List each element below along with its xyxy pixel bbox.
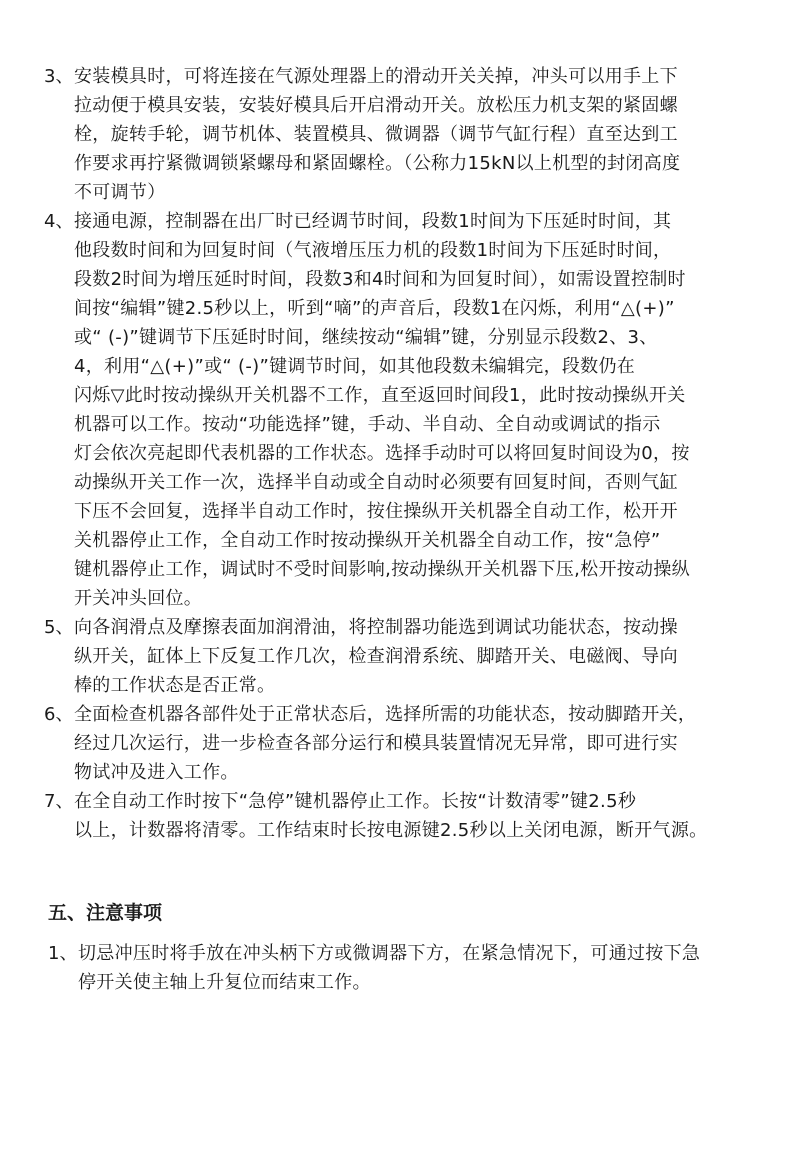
text-line: 机器可以工作。按动“功能选择”键，手动、半自动、全自动或调试的指示 (74, 414, 661, 435)
text-line: 纵开关，缸体上下反复工作几次，检查润滑系统、脚踏开关、电磁阀、导向 (74, 646, 678, 667)
text-line: 闪烁▽此时按动操纵开关机器不工作，直至返回时间段1，此时按动操纵开关 (74, 385, 686, 406)
text-line: 他段数时间和为回复时间（气液增压压力机的段数1时间为下压延时时间， (74, 240, 672, 261)
list-item-6 (0, 700, 800, 787)
list-item-number: 3、 (44, 66, 74, 87)
text-line: 经过几次运行，进一步检查各部分运行和模具装置情况无异常，即可进行实 (74, 733, 678, 754)
text-line: 在全自动工作时按下“急停”键机器停止工作。长按“计数清零”键2.5秒 (74, 791, 637, 812)
document-page (0, 62, 800, 997)
text-line: 灯会依次亮起即代表机器的工作状态。选择手动时可以将回复时间设为0，按 (74, 443, 690, 464)
text-line: 关机器停止工作，全自动工作时按动操纵开关机器全自动工作，按“急停” (74, 530, 661, 551)
text-line: 下压不会回复，选择半自动工作时，按住操纵开关机器全自动工作，松开开 (74, 501, 678, 522)
section-title: 五、注意事项 (48, 902, 163, 924)
list-item-number: 4、 (44, 211, 74, 232)
list-item-7 (0, 787, 800, 845)
text-line: 或“ (-)”键调节下压延时时间，继续按动“编辑”键，分别显示段数2、3、 (74, 327, 658, 348)
text-line: 接通电源，控制器在出厂时已经调节时间，段数1时间为下压延时时间，其 (74, 211, 672, 232)
list-item-number: 7、 (44, 791, 74, 812)
text-line: 段数2时间为增压延时时间，段数3和4时间和为回复时间），如需设置控制时 (74, 269, 686, 290)
text-line: 物试冲及进入工作。 (74, 762, 239, 783)
text-line: 拉动便于模具安装，安装好模具后开启滑动开关。放松压力机支架的紧固螺 (74, 95, 678, 116)
list-item-4 (0, 207, 800, 613)
list-item-number: 1、 (48, 943, 78, 964)
text-line: 动操纵开关工作一次，选择半自动或全自动时必须要有回复时间，否则气缸 (74, 472, 678, 493)
text-line: 停开关使主轴上升复位而结束工作。 (78, 972, 371, 993)
text-line: 作要求再拧紧微调锁紧螺母和紧固螺栓。（公称力15kN以上机型的封闭高度 (74, 153, 681, 174)
text-line: 栓，旋转手轮，调节机体、装置模具、微调器（调节气缸行程）直至达到工 (74, 124, 678, 145)
text-line: 键机器停止工作，调试时不受时间影响,按动操纵开关机器下压,松开按动操纵 (74, 559, 690, 580)
text-line: 全面检查机器各部件处于正常状态后，选择所需的功能状态，按动脚踏开关， (74, 704, 697, 725)
text-line: 安装模具时，可将连接在气源处理器上的滑动开关关掉，冲头可以用手上下 (74, 66, 678, 87)
text-line: 棒的工作状态是否正常。 (74, 675, 276, 696)
list-item-number: 6、 (44, 704, 74, 725)
notice-item-1 (0, 939, 800, 997)
text-line: 切忌冲压时将手放在冲头柄下方或微调器下方，在紧急情况下，可通过按下急 (78, 943, 701, 964)
text-line: 不可调节） (74, 182, 166, 203)
list-item-number: 5、 (44, 617, 74, 638)
text-line: 4，利用“△(+)”或“ (-)”键调节时间，如其他段数未编辑完，段数仍在 (74, 356, 636, 377)
text-line: 间按“编辑”键2.5秒以上，听到“嘀”的声音后，段数1在闪烁，利用“△(+)” (74, 298, 675, 319)
list-item-5 (0, 613, 800, 700)
text-line: 向各润滑点及摩擦表面加润滑油，将控制器功能选到调试功能状态，按动操 (74, 617, 678, 638)
text-line: 开关冲头回位。 (74, 588, 203, 609)
list-item-3 (0, 62, 800, 207)
text-line: 以上，计数器将清零。工作结束时长按电源键2.5秒以上关闭电源，断开气源。 (74, 820, 708, 841)
